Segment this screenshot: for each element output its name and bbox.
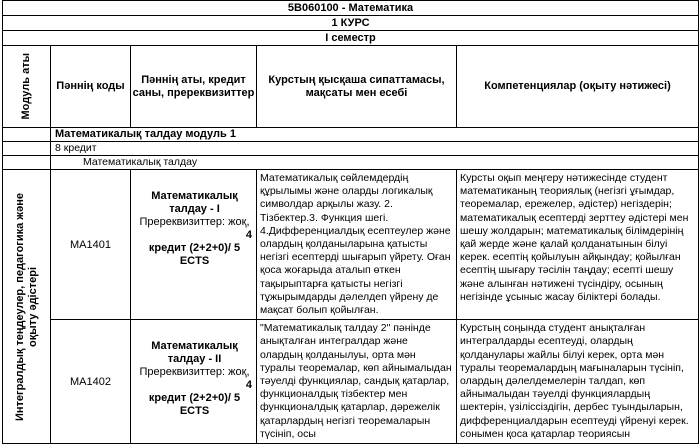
course-name-1: Математикалық талдау - I [151,190,238,215]
course-num-2: 4 [245,379,252,392]
module-subtitle: Математикалық талдау [51,156,699,170]
course-name-2: Математикалық талдау - II [151,340,238,366]
module-side-cell [3,170,51,444]
course-summary-1: Математикалық сөйлемдердің құрылымы және оларды логикалық символдар арқылы жазу. 2. Тізбектер.3. Функция шегі. 4.Дифференциалдық есептеулер және олардың қолданыларына қатысты негізгі есептерді шығарып үйрету. Оған қоса жоғарыда аталып өткен тақырыптарға қатысты негізгі тұжырымдарды дәлелдеп үйрену де мақсат болып қойылған. [257,170,457,320]
curriculum-table [2,0,699,444]
course-code-2: MA1402 [51,320,131,444]
course-credit-1: кредит (2+2+0)/ 5 ECTS [148,242,241,267]
column-header-summary: Курстың қысқаша сипаттамасы, мақсаты мен есебі [257,46,457,128]
course-name-cell-2 [131,320,257,444]
semester-title: I семестр [3,31,699,46]
course-competence-2: Курстың соңында студент анықталған интегралдарды есептеуді, олардың қолданулары жайлы білуі керек, орта мән туралы теоремалардың мағыналарын түсініп, олардың дәлелдемелерін талдап, көп айнымалыдан тәуелді функциялардың шектерін, үзіліссіздігін, дербес туындыларын, дифференциалдарын есептеуді үйренуі керек. сонымен қоса қатарлар теориясын [457,320,699,444]
course-name-cell-1 [131,170,257,320]
credits-spacer-cell [3,142,51,156]
module-spacer-cell [3,128,51,142]
module-column-label: Модуль аты [20,53,32,120]
column-header-module [3,46,51,128]
column-header-competence: Компетенциялар (оқыту нәтижесі) [457,46,699,128]
module-credits: 8 кредит [51,142,699,156]
course-title: 1 КУРС [3,16,699,31]
course-credit-2: кредит (2+2+0)/ 5 ECTS [148,392,241,418]
course-prereq-1: Пререквизиттер: жоқ, [139,216,250,228]
subtitle-spacer-cell [3,156,51,170]
course-summary-2: "Математикалық талдау 2" пәнінде анықталған интегралдар және олардың қолданылуы, орта мән туралы теоремалар, көп айнымалыдан тәуелді функциялар, сандық қатарлар, функционалдық тізбектер мен функционалдық қатарлар, дәрежелік қатарлардың негізгі теоремаларын түсініп, осы [257,320,457,444]
course-prereq-2: Пререквизиттер: жоқ, [139,366,250,379]
module-title: Математикалық талдау модуль 1 [51,128,699,142]
column-header-name: Пәннің аты, кредит саны, пререквизиттер [131,46,257,128]
course-num-1: 4 [245,229,252,241]
program-title: 5B060100 - Математика [3,1,699,16]
module-side-label: Интегралдық теңдеулер, педагогика және оқыту әдістері [13,192,39,421]
course-code-1: MA1401 [51,170,131,320]
column-header-code: Пәннің коды [51,46,131,128]
course-competence-1: Курсты оқып меңгеру нәтижесінде студент математиканың теориялық (негізгі ұғымдар, теоремалар, ережелер, әдістер) негіздерін; математикалық есептерді зерттеу әдістері мен шешу жолдарын; математикалық білімдерінің қай жерде және қалай қолданатынын білуі керек. есептің қойылуын айқындау; қойылған есептің шығару тәсілін таңдау; есепті шешу және алынған нәтижені түсіндіру, осының негізінде ұсыныс жасау біліктері болады. [457,170,699,320]
